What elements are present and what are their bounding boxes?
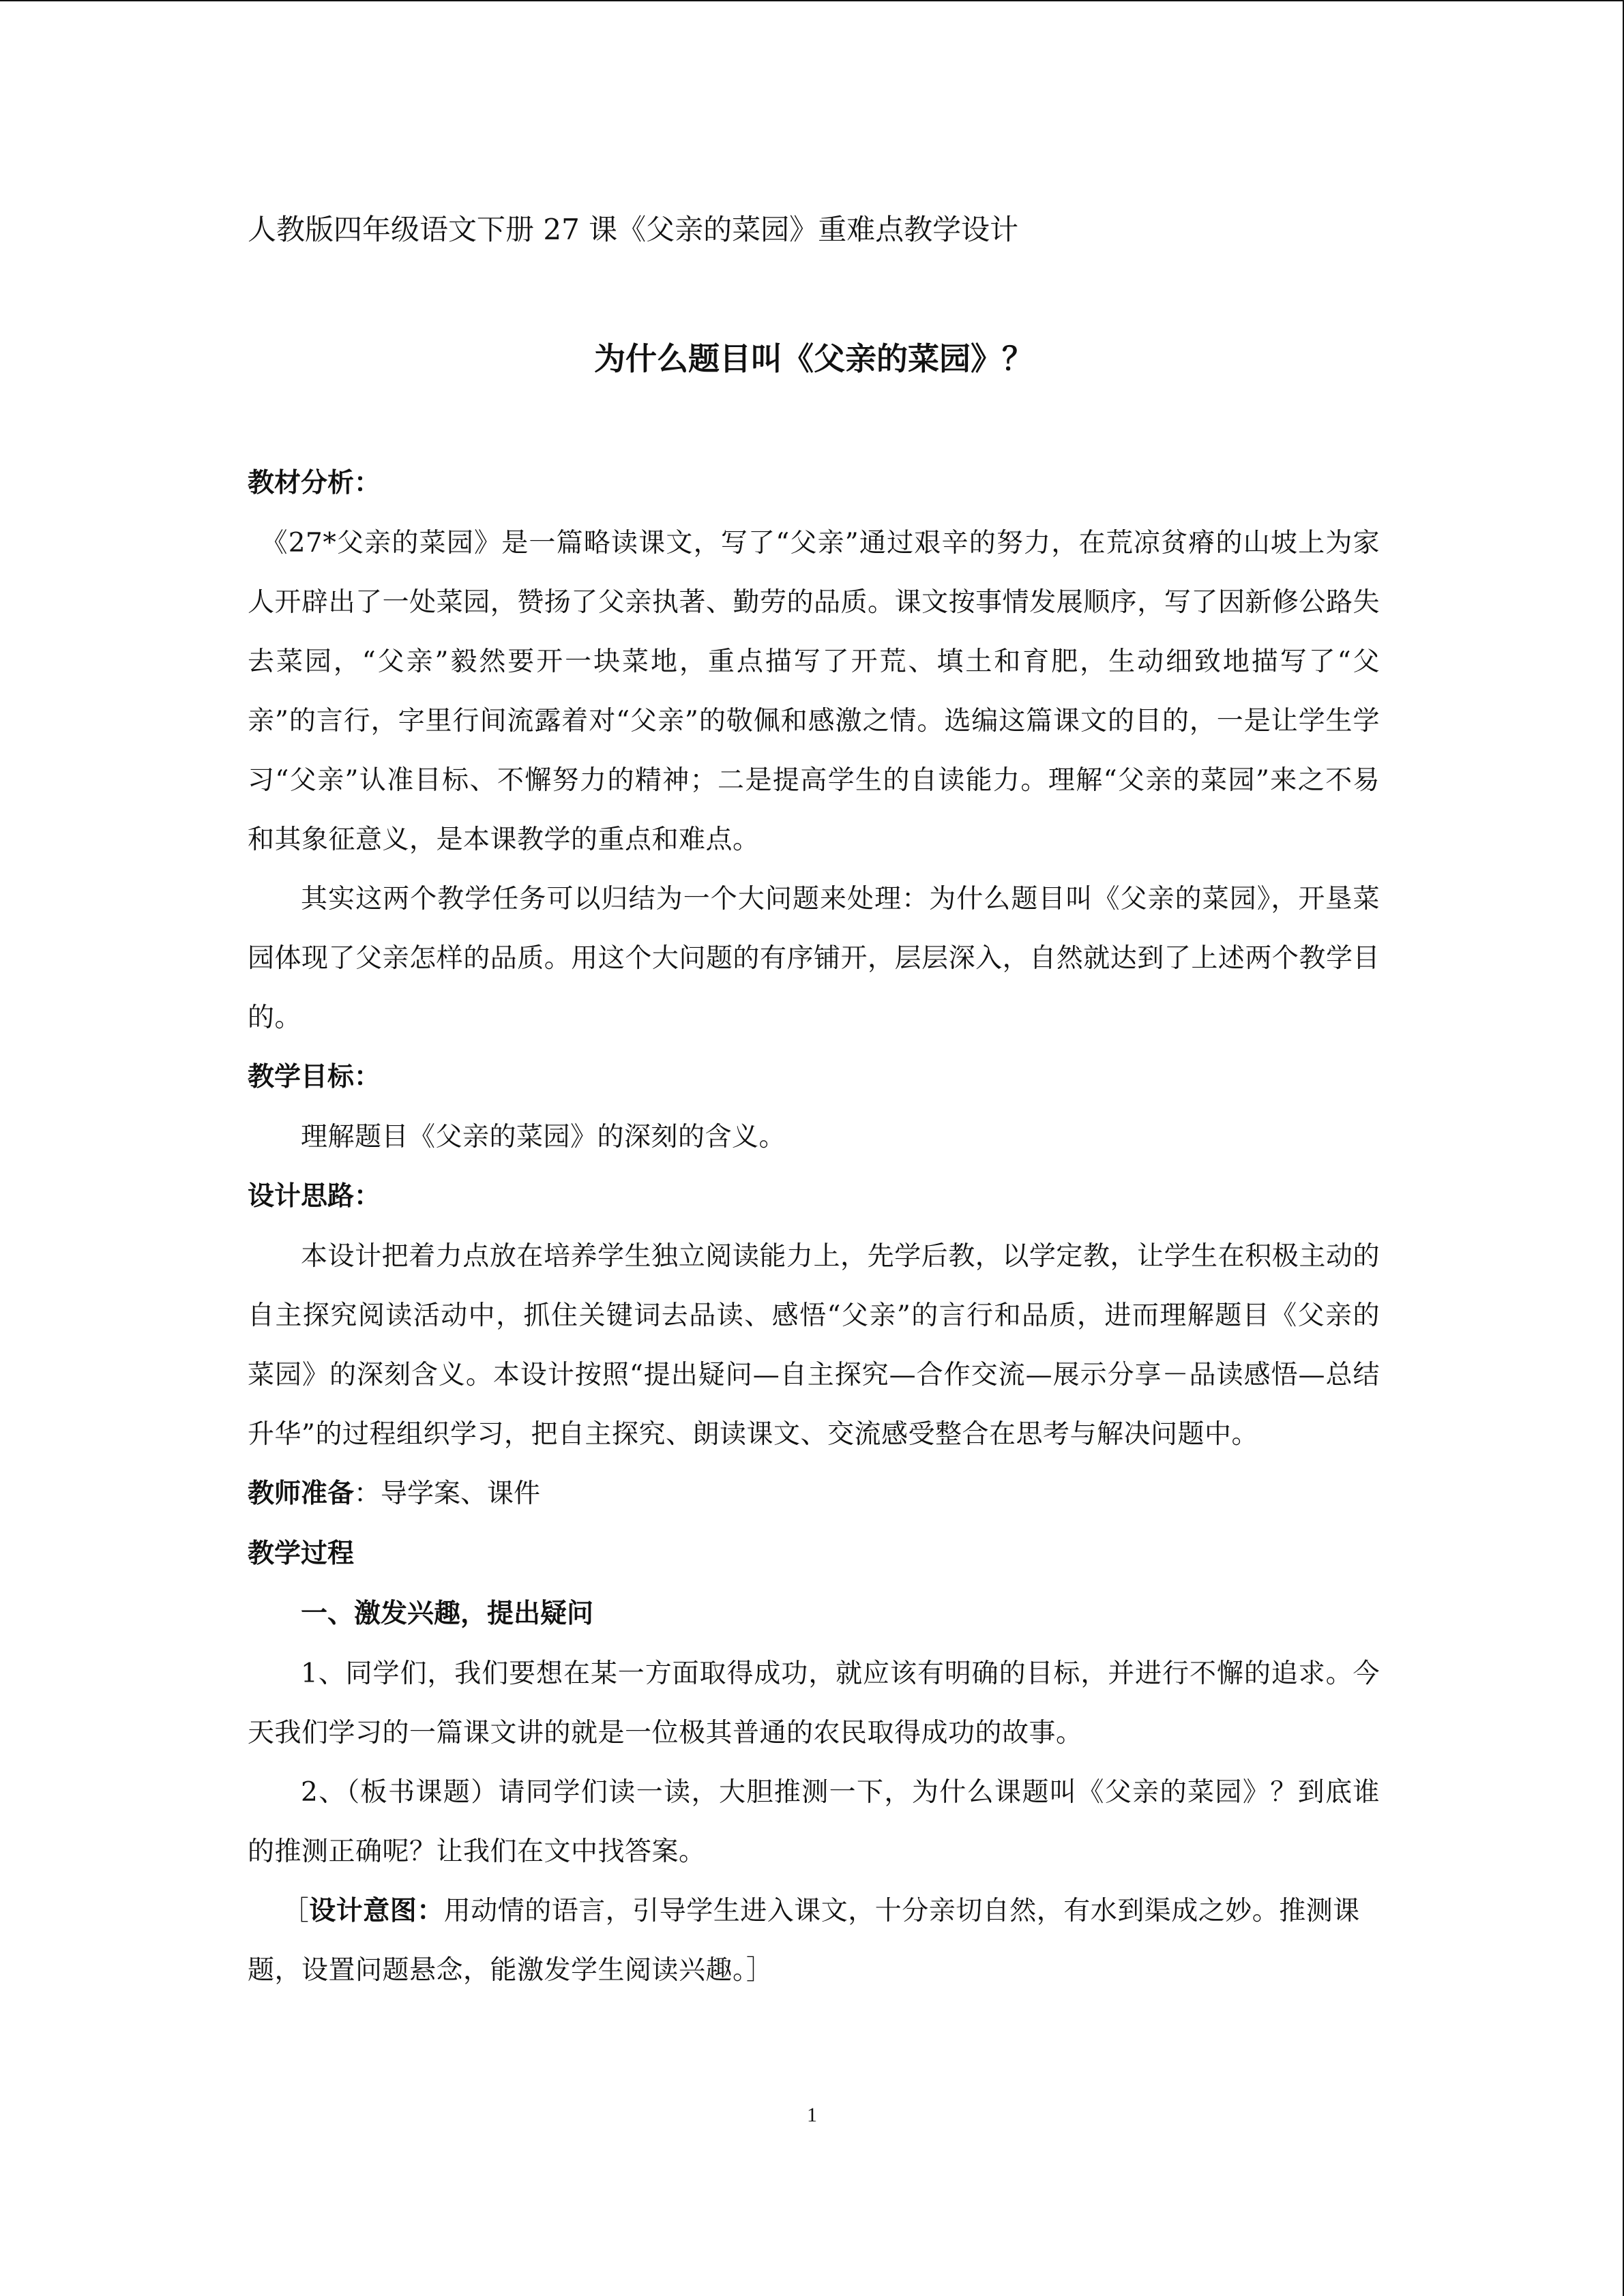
- page-top-border: [0, 0, 1624, 1]
- process-item-1: 1、同学们，我们要想在某一方面取得成功，就应该有明确的目标，并进行不懈的追求。今天我们学习的一篇课文讲的就是一位极其普通的农民取得成功的故事。: [248, 1658, 1380, 1748]
- document-title: 为什么题目叫《父亲的菜园》？: [594, 340, 1033, 377]
- design-intent-text: 用动情的语言，引导学生进入课文，十分亲切自然，有水到渠成之妙。推测课题，设置问题悬念，能激发学生阅读兴趣。］: [248, 1896, 1360, 1986]
- process-item-2: 2、（板书课题）请同学们读一读，大胆推测一下，为什么课题叫《父亲的菜园》？到底谁的推测正确呢？让我们在文中找答案。: [248, 1777, 1380, 1867]
- design-intent-note: [248, 1881, 1380, 2000]
- section-heading-material: 教材分析：: [248, 468, 381, 498]
- page-number: 1: [807, 2104, 817, 2126]
- process-step-1-title: 一、激发兴趣，提出疑问: [301, 1598, 594, 1629]
- teacher-prep-text: ：导学案、课件: [354, 1478, 541, 1509]
- section-heading-design: 设计思路：: [248, 1181, 381, 1212]
- design-paragraph: 本设计把着力点放在培养学生独立阅读能力上，先学后教，以学定教，让学生在积极主动的自主探究阅读活动中，抓住关键词去品读、感悟“父亲”的言行和品质，进而理解题目《父亲的菜园》的深刻含义。本设计按照“提出疑问—自主探究—合作交流—展示分享－品读感悟—总结升华”的过程组织学习，把自主探究、朗读课文、交流感受整合在思考与解决问题中。: [248, 1241, 1380, 1450]
- teacher-prep-label: 教师准备: [248, 1478, 355, 1509]
- teacher-prep-line: [248, 1464, 1380, 1524]
- document-body: [248, 453, 1380, 2000]
- goal-paragraph: 理解题目《父亲的菜园》的深刻的含义。: [301, 1122, 786, 1152]
- design-intent-bracket: ［: [282, 1896, 310, 1926]
- material-paragraph-2: 其实这两个教学任务可以归结为一个大问题来处理：为什么题目叫《父亲的菜园》，开垦菜园体现了父亲怎样的品质。用这个大问题的有序铺开，层层深入，自然就达到了上述两个教学目的。: [248, 884, 1380, 1033]
- document-header: 人教版四年级语文下册 27 课《父亲的菜园》重难点教学设计: [248, 213, 1019, 246]
- material-paragraph-1: 《27*父亲的菜园》是一篇略读课文，写了“父亲”通过艰辛的努力，在荒凉贫瘠的山坡上为家人开辟出了一处菜园，赞扬了父亲执著、勤劳的品质。课文按事情发展顺序，写了因新修公路失去菜园，“父亲”毅然要开一块菜地，重点描写了开荒、填土和育肥，生动细致地描写了“父亲”的言行，字里行间流露着对“父亲”的敬佩和感激之情。选编这篇课文的目的，一是让学生学习“父亲”认准目标、不懈努力的精神；二是提高学生的自读能力。理解“父亲的菜园”来之不易和其象征意义，是本课教学的重点和难点。: [248, 528, 1380, 855]
- section-heading-process: 教学过程: [248, 1538, 355, 1569]
- section-heading-goal: 教学目标：: [248, 1062, 381, 1092]
- design-intent-label: 设计意图：: [309, 1896, 444, 1926]
